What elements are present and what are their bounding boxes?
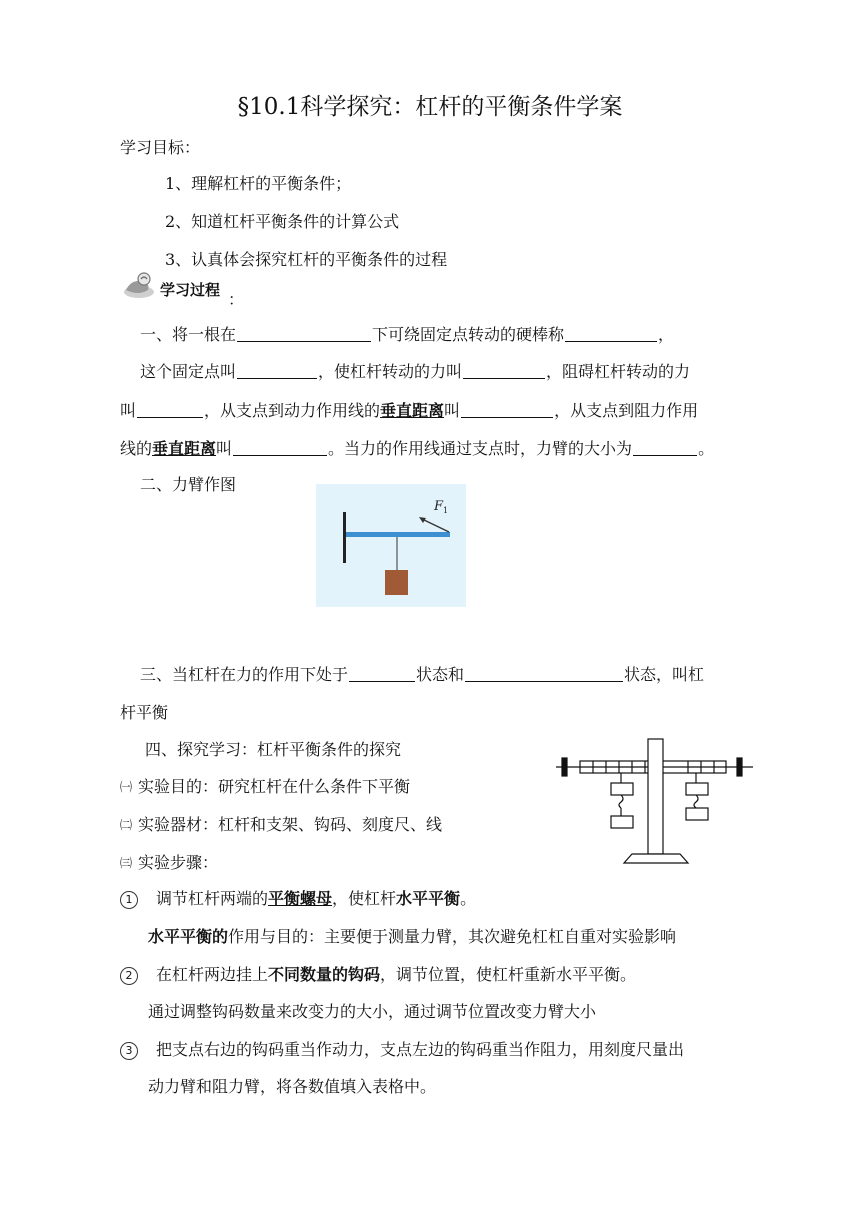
section4-equipment: ㈡ 实验器材：杠杆和支架、钩码、刻度尺、线: [120, 815, 443, 834]
section1-line4: 线的垂直距离叫 。当力的作用线通过支点时，力臂的大小为 。: [120, 439, 715, 458]
lever-diagram: [316, 484, 466, 607]
step-2-note: 通过调整钩码数量来改变力的大小，通过调节位置改变力臂大小: [148, 1002, 597, 1021]
section4-purpose: ㈠ 实验目的：研究杠杆在什么条件下平衡: [120, 777, 411, 796]
study-process-colon: ：: [228, 290, 245, 309]
section1-line1: 一、将一根在 下可绕固定点转动的硬棒称 ，: [140, 325, 675, 344]
study-process-icon: [122, 270, 156, 300]
step-3-continued: 动力臂和阻力臂，将各数值填入表格中。: [148, 1077, 437, 1096]
step-1: 1 调节杠杆两端的平衡螺母，使杠杆水平平衡。: [120, 886, 476, 909]
section3-line1: 三、当杠杆在力的作用下处于 状态和 状态，叫杠: [140, 665, 705, 684]
force-label: F: [434, 499, 444, 514]
lever-apparatus-diagram: [556, 736, 756, 866]
objectives-heading: 学习目标：: [120, 138, 201, 157]
force-subscript: 1: [443, 506, 449, 515]
section2-heading: 二、力臂作图: [140, 475, 237, 494]
section1-line2: 这个固定点叫 ，使杠杆转动的力叫 ，阻碍杠杆转动的力: [140, 362, 691, 381]
study-process-heading: 学习过程: [160, 281, 221, 299]
step-2: 2 在杠杆两边挂上不同数量的钩码，调节位置，使杠杆重新水平平衡。: [120, 962, 636, 985]
section1-line3: 叫 ，从支点到动力作用线的垂直距离叫 ，从支点到阻力作用: [120, 401, 699, 420]
section3-line2: 杆平衡: [120, 703, 169, 722]
step-3: 3 把支点右边的钩码重当作动力，支点左边的钩码重当作阻力，用刻度尺量出: [120, 1037, 684, 1060]
section4-heading: 四、探究学习：杠杆平衡条件的探究: [145, 740, 402, 759]
objective-item: 2、知道杠杆平衡条件的计算公式: [165, 212, 400, 231]
objective-item: 1、理解杠杆的平衡条件；: [165, 174, 352, 193]
step-1-note: 水平平衡的作用与目的：主要便于测量力臂，其次避免杠杠自重对实验影响: [148, 927, 677, 946]
section4-steps-heading: ㈢ 实验步骤：: [120, 853, 219, 872]
page-title: §10.1科学探究：杠杆的平衡条件学案: [237, 94, 623, 120]
objective-item: 3、认真体会探究杠杆的平衡条件的过程: [165, 250, 448, 269]
